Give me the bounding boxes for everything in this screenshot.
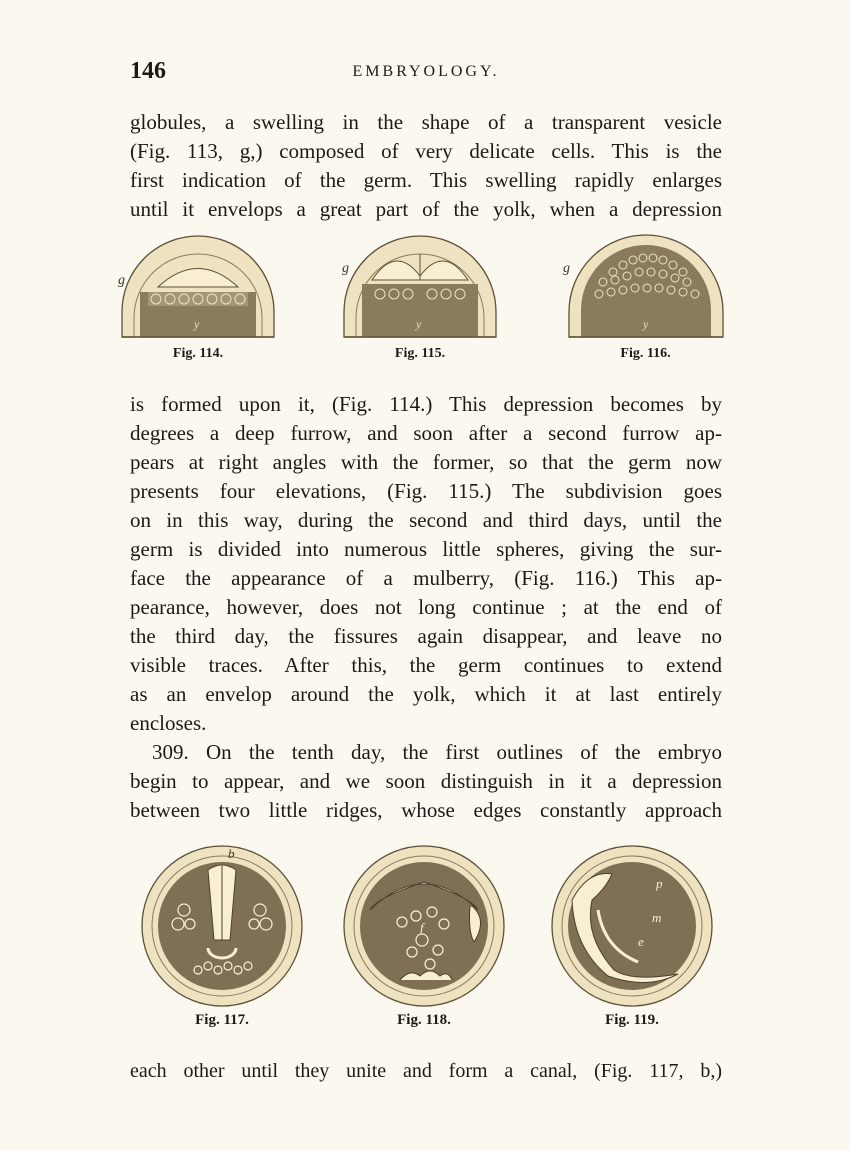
figure-caption: Fig. 117. bbox=[195, 1012, 249, 1028]
text-line: (Fig. 113, g,) composed of very delicate cells. This is the bbox=[130, 139, 722, 163]
figure-label: y bbox=[194, 317, 200, 331]
egg-illustration-114 bbox=[118, 232, 278, 344]
text-line: until it envelops a great part of the yolk, when a depression bbox=[130, 197, 722, 221]
text-line: between two little ridges, whose edges constantly approach bbox=[130, 798, 722, 822]
figure-label: g bbox=[118, 273, 125, 288]
text-line: on in this way, during the second and third days, until the bbox=[130, 508, 722, 532]
figure-119 bbox=[548, 840, 716, 1029]
figure-label: f bbox=[420, 920, 424, 935]
figure-label: y bbox=[643, 317, 649, 331]
figure-caption: Fig. 118. bbox=[397, 1012, 451, 1028]
embryo-illustration-117 bbox=[138, 840, 306, 1010]
text-line: degrees a deep furrow, and soon after a second furrow ap- bbox=[130, 421, 722, 445]
text-line: the third day, the fissures again disappear, and leave no bbox=[130, 624, 722, 648]
text-line: globules, a swelling in the shape of a transparent vesicle bbox=[130, 110, 722, 134]
paragraph-4 bbox=[130, 1057, 722, 1086]
figure-row-bottom bbox=[118, 840, 738, 1036]
text-line: begin to appear, and we soon distinguish in it a depression bbox=[130, 769, 722, 793]
figure-label: g bbox=[563, 261, 570, 276]
figure-114 bbox=[118, 232, 278, 362]
paragraph-1 bbox=[130, 108, 722, 224]
figure-118 bbox=[340, 840, 508, 1029]
text-line: each other until they unite and form a canal, (Fig. 117, b,) bbox=[130, 1060, 722, 1082]
figure-116 bbox=[563, 232, 728, 362]
text-line: as an envelop around the yolk, which it at last entirely bbox=[130, 682, 722, 706]
figure-caption: Fig. 115. bbox=[394, 346, 446, 361]
text-line: germ is divided into numerous little spheres, giving the sur- bbox=[130, 537, 722, 561]
embryo-illustration-119 bbox=[548, 840, 716, 1010]
text-line: encloses. bbox=[130, 711, 207, 735]
text-line: pearance, however, does not long continue ; at the end of bbox=[130, 595, 722, 619]
figure-caption: Fig. 119. bbox=[605, 1012, 659, 1028]
figure-caption: Fig. 116. bbox=[620, 346, 671, 361]
text-line: face the appearance of a mulberry, (Fig. 116.) This ap- bbox=[130, 566, 722, 590]
figure-115 bbox=[340, 232, 500, 362]
text-line: 309. On the tenth day, the first outlines of the embryo bbox=[152, 740, 722, 764]
text-line: pears at right angles with the former, so that the germ now bbox=[130, 450, 722, 474]
figure-label: b bbox=[228, 846, 235, 861]
text-line: presents four elevations, (Fig. 115.) The subdivision goes bbox=[130, 479, 722, 503]
page-number: 146 bbox=[130, 58, 166, 84]
figure-label: m bbox=[652, 910, 662, 925]
text-line: first indication of the germ. This swelling rapidly enlarges bbox=[130, 168, 722, 192]
page-header bbox=[130, 58, 722, 88]
embryo-illustration-118 bbox=[340, 840, 508, 1010]
figure-label: p bbox=[656, 876, 663, 891]
figure-caption: Fig. 114. bbox=[172, 346, 224, 361]
running-title: EMBRYOLOGY. bbox=[352, 63, 500, 80]
figure-label: y bbox=[416, 317, 422, 331]
egg-illustration-116 bbox=[563, 232, 728, 344]
figure-117 bbox=[138, 840, 306, 1029]
text-line: is formed upon it, (Fig. 114.) This depression becomes by bbox=[130, 392, 722, 416]
figure-label: g bbox=[342, 261, 349, 276]
text-line: visible traces. After this, the germ continues to extend bbox=[130, 653, 722, 677]
paragraph-2 bbox=[130, 390, 722, 825]
figure-row-top bbox=[118, 232, 738, 367]
egg-illustration-115 bbox=[340, 232, 500, 344]
figure-label: e bbox=[638, 934, 644, 949]
